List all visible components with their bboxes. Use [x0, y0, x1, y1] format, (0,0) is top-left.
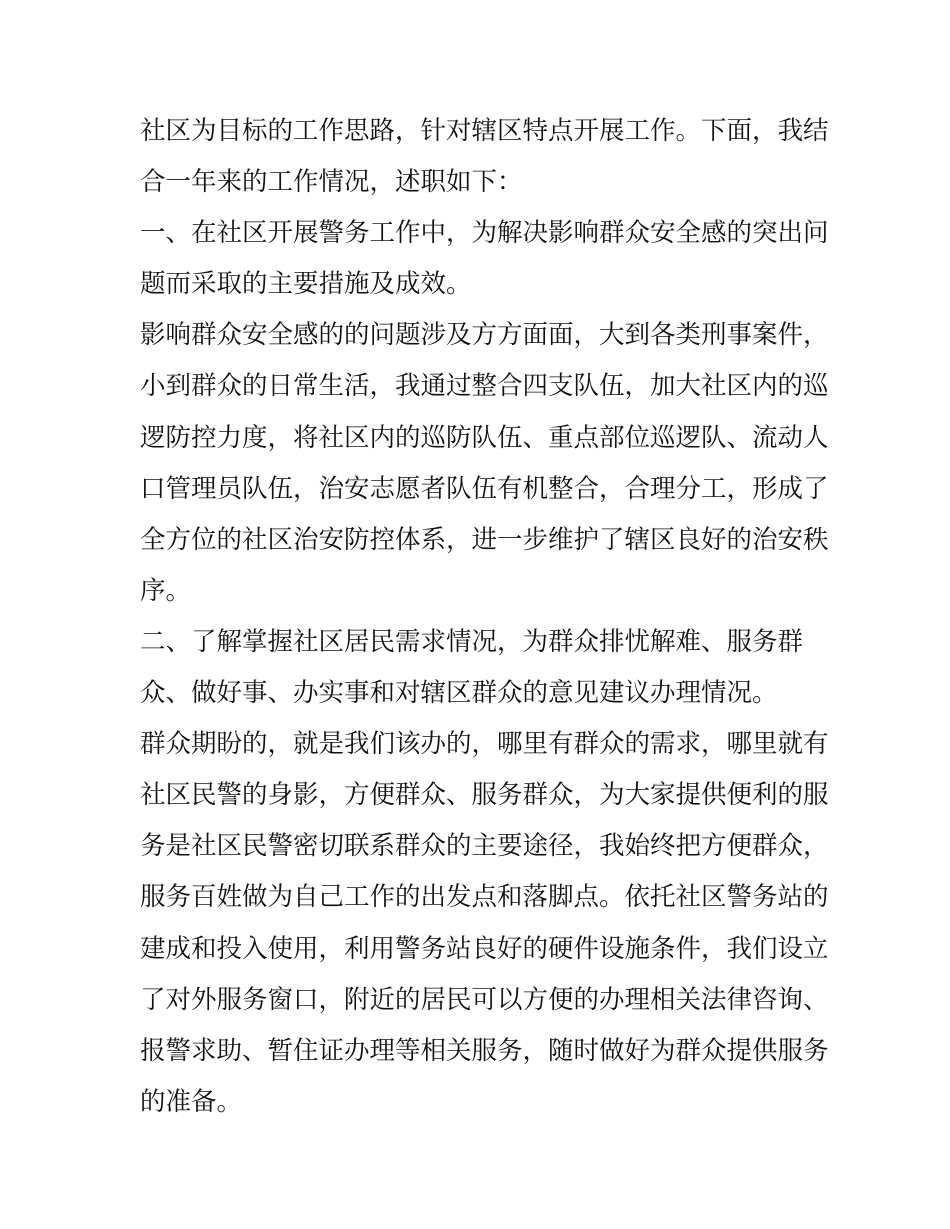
- text-line: 口管理员队伍，治安志愿者队伍有机整合，合理分工，形成了: [140, 473, 829, 504]
- section-heading-line: 众、做好事、办实事和对辖区群众的意见建议办理情况。: [140, 678, 778, 709]
- section-heading-line: 二、了解掌握社区居民需求情况，为群众排忧解难、服务群: [140, 626, 804, 657]
- section-heading-line: 题而采取的主要措施及成效。: [140, 269, 472, 300]
- text-line: 全方位的社区治安防控体系，进一步维护了辖区良好的治安秩: [140, 524, 829, 555]
- text-line: 逻防控力度，将社区内的巡防队伍、重点部位巡逻队、流动人: [140, 422, 829, 453]
- text-line: 了对外服务窗口，附近的居民可以方便的办理相关法律咨询、: [140, 984, 829, 1015]
- text-line: 序。: [140, 575, 192, 606]
- text-line: 群众期盼的，就是我们该办的，哪里有群众的需求，哪里就有: [140, 729, 829, 760]
- text-line: 建成和投入使用，利用警务站良好的硬件设施条件，我们设立: [140, 933, 829, 964]
- text-line: 社区为目标的工作思路，针对辖区特点开展工作。下面，我结: [140, 116, 829, 146]
- text-line: 的准备。: [140, 1086, 243, 1117]
- text-line: 影响群众安全感的的问题涉及方方面面，大到各类刑事案件，: [140, 320, 829, 351]
- text-line: 务是社区民警密切联系群众的主要途径，我始终把方便群众，: [140, 831, 829, 862]
- text-line: 服务百姓做为自己工作的出发点和落脚点。依托社区警务站的: [140, 882, 829, 913]
- text-line: 社区民警的身影，方便群众、服务群众，为大家提供便利的服: [140, 780, 829, 811]
- document-body: [140, 106, 829, 1128]
- text-line: 小到群众的日常生活，我通过整合四支队伍，加大社区内的巡: [140, 371, 829, 402]
- section-heading-line: 一、在社区开展警务工作中，为解决影响群众安全感的突出问: [140, 218, 829, 249]
- text-line: 合一年来的工作情况，述职如下：: [140, 167, 523, 198]
- text-line: 报警求助、暂住证办理等相关服务，随时做好为群众提供服务: [140, 1035, 829, 1066]
